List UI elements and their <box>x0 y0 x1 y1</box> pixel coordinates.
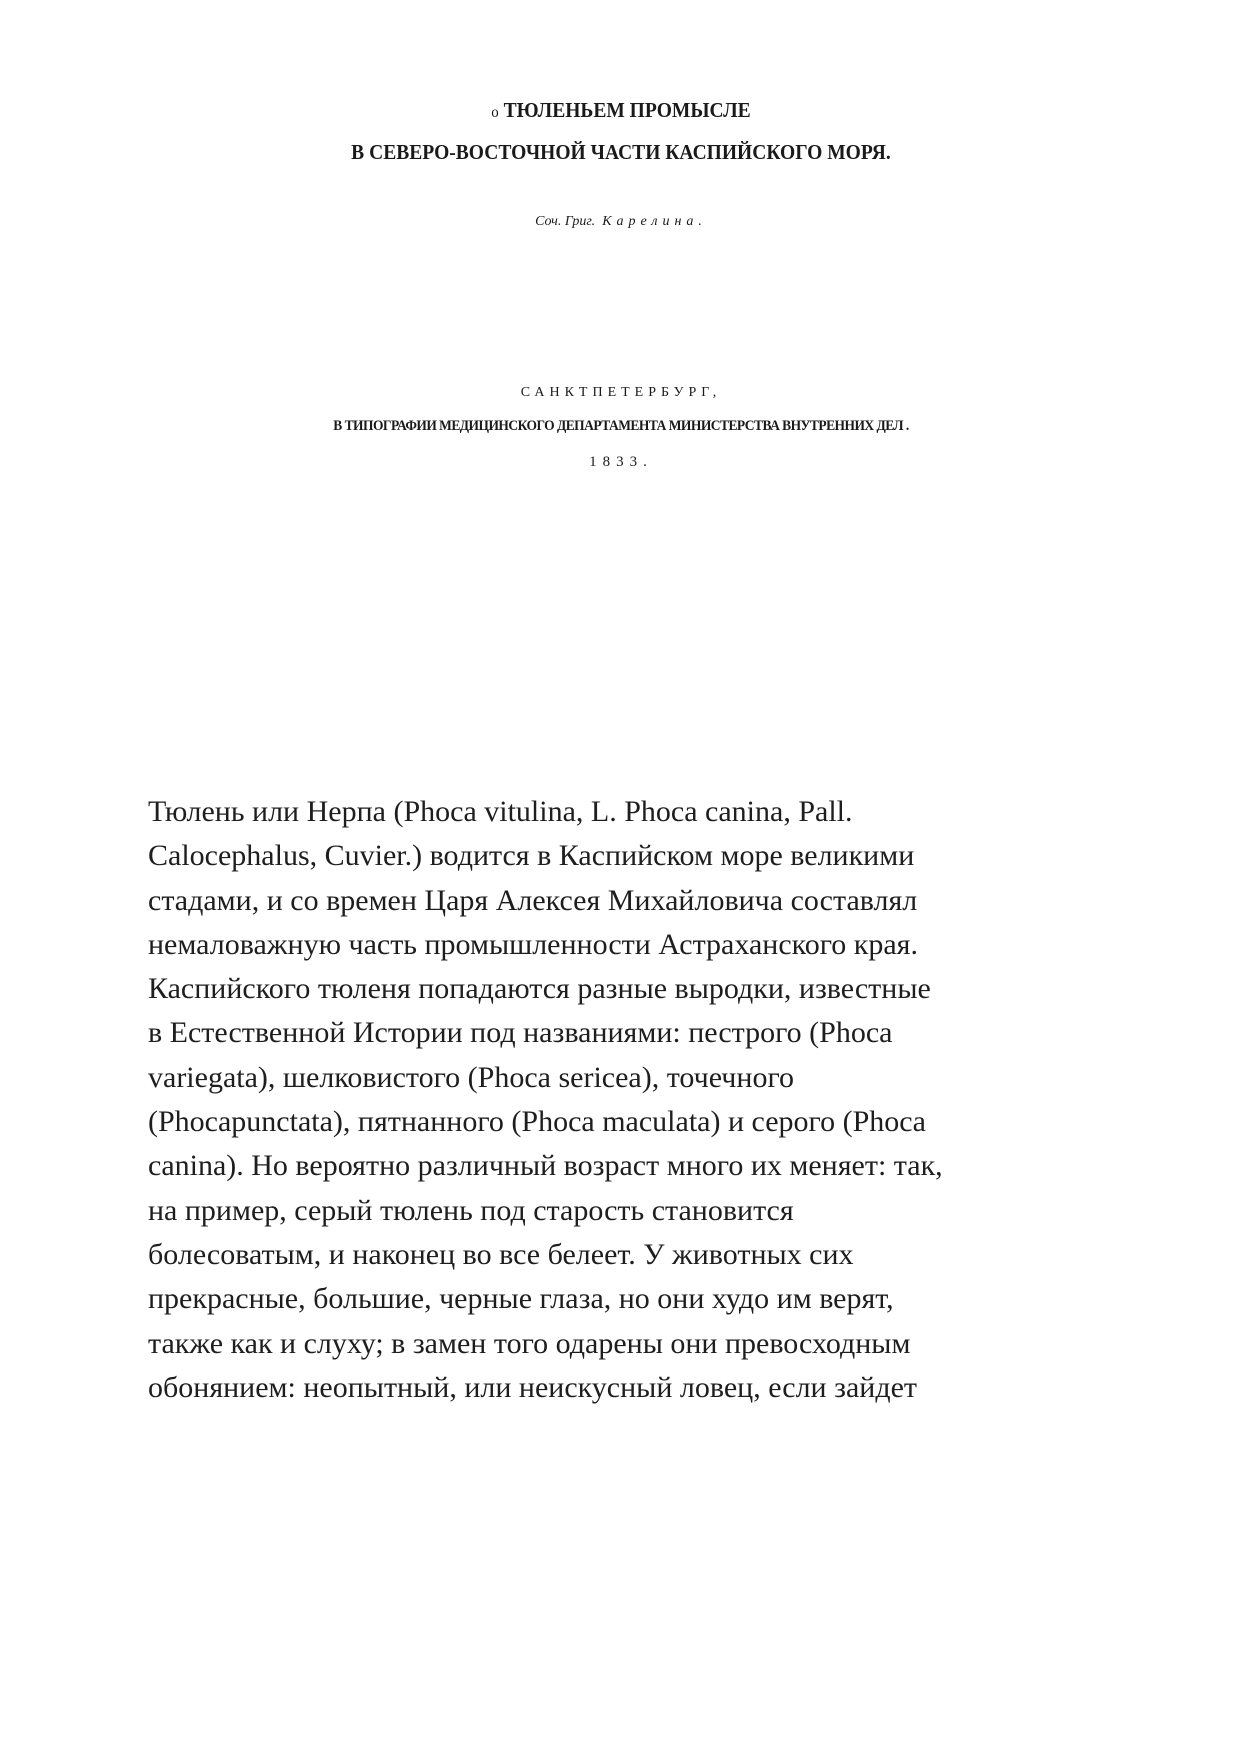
body-line: variegata), шелковистого (Phoca sericea), точечного <box>148 1060 795 1094</box>
author-line <box>0 214 1242 230</box>
body-text <box>148 790 1148 1410</box>
body-line: в Естественной Истории под названиями: пестрого (Phoca <box>148 1016 893 1050</box>
imprint-printer: В ТИПОГРАФИИ МЕДИЦИНСКОГО ДЕПАРТАМЕНТА МИНИСТЕРСТВА ВНУТРЕННИХ ДЕЛ . <box>333 418 909 434</box>
body-line: (Phocapunctata), пятнанного (Phoca maculata) и серого (Phoca <box>148 1105 926 1139</box>
imprint-year: 1833. <box>589 454 653 470</box>
body-line: Тюлень или Нерпа (Phoca vitulina, L. Phoca canina, Pall. <box>148 795 853 828</box>
title-text-1: ТЮЛЕНЬЕМ ПРОМЫСЛЕ <box>503 98 751 122</box>
body-line: немаловажную часть промышленности Астраханского края. <box>148 927 918 961</box>
body-line: на пример, серый тюлень под старость становится <box>148 1193 794 1227</box>
author-name: Карелина. <box>602 214 707 229</box>
body-line: болесоватым, и наконец во все белеет. У животных сих <box>148 1237 854 1271</box>
title-line-1 <box>43 98 1198 123</box>
imprint-city: САНКТПЕТЕРБУРГ, <box>520 385 722 400</box>
body-line: также как и слуху; в замен того одарены они превосходным <box>148 1326 911 1360</box>
body-line: стадами, и со времен Царя Алексея Михайловича составлял <box>148 883 918 917</box>
body-line: Каспийского тюленя попадаются разные выродки, известные <box>148 972 931 1006</box>
body-line: прекрасные, большие, черные глаза, но они худо им верят, <box>148 1282 894 1316</box>
title-line-2: В СЕВЕРО-ВОСТОЧНОЙ ЧАСТИ КАСПИЙСКОГО МОРЯ. <box>351 140 891 164</box>
body-line: Calocephalus, Cuvier.) водится в Каспийском море великими <box>148 839 915 873</box>
author-prefix: Соч. Григ. <box>535 214 596 229</box>
body-line: обонянием: неопытный, или неискусный ловец, если зайдет <box>148 1370 918 1404</box>
title-prefix: о <box>491 104 499 121</box>
body-line: canina). Но вероятно различный возраст много их меняет: так, <box>148 1149 943 1183</box>
